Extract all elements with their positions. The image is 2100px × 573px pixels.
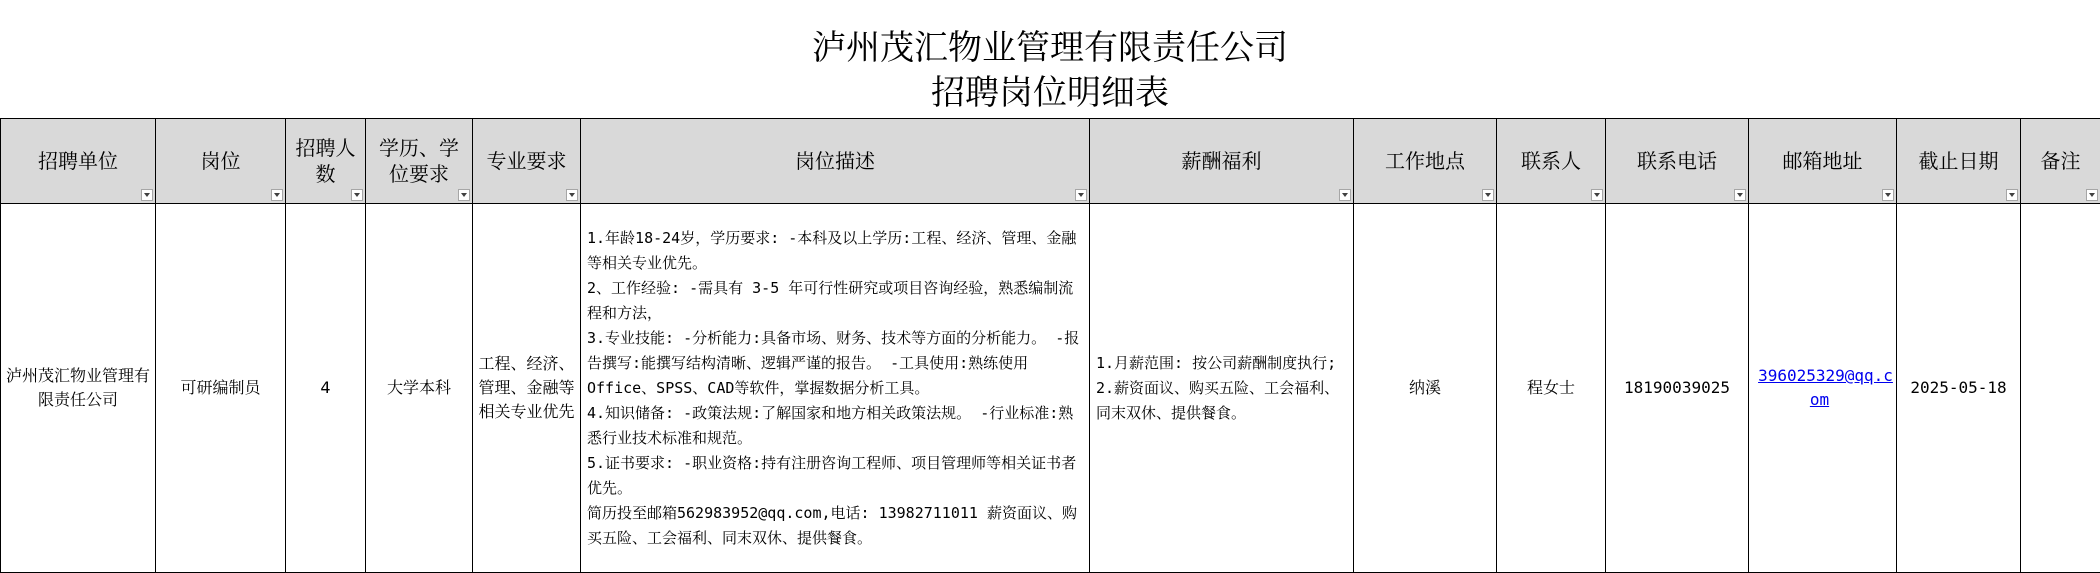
cell-description[interactable] [581, 204, 1090, 573]
column-header-email: 邮箱地址 [1749, 119, 1897, 204]
table-row [1, 204, 2100, 573]
description-line: 3.专业技能: -分析能力:具备市场、财务、技术等方面的分析能力。 -报告撰写:能撰写结构清晰、逻辑严谨的报告。 -工具使用:熟练使用 Office、SPSS、CAD等软件，掌握数据分析工具。 [587, 326, 1083, 401]
description-line: 5.证书要求: -职业资格:持有注册咨询工程师、项目管理师等相关证书者优先。 [587, 451, 1083, 501]
filter-dropdown-icon[interactable] [1882, 189, 1894, 201]
filter-dropdown-icon[interactable] [2086, 189, 2098, 201]
column-header-unit: 招聘单位 [1, 119, 156, 204]
column-header-phone: 联系电话 [1606, 119, 1749, 204]
cell-location[interactable]: 纳溪 [1354, 204, 1497, 573]
benefit-line: 1.月薪范围: 按公司薪酬制度执行; [1096, 351, 1347, 376]
column-header-major: 专业要求 [473, 119, 581, 204]
column-header-description: 岗位描述 [581, 119, 1090, 204]
column-header-location: 工作地点 [1354, 119, 1497, 204]
filter-dropdown-icon[interactable] [2006, 189, 2018, 201]
cell-deadline[interactable]: 2025-05-18 [1897, 204, 2021, 573]
cell-major[interactable]: 工程、经济、管理、金融等相关专业优先 [473, 204, 581, 573]
benefit-line: 2.薪资面议、购买五险、工会福利、同末双休、提供餐食。 [1096, 376, 1347, 426]
description-line: 2、工作经验: -需具有 3-5 年可行性研究或项目咨询经验，熟悉编制流程和方法， [587, 276, 1083, 326]
column-header-position: 岗位 [156, 119, 286, 204]
column-header-count: 招聘人数 [286, 119, 366, 204]
column-header-deadline: 截止日期 [1897, 119, 2021, 204]
cell-phone[interactable]: 18190039025 [1606, 204, 1749, 573]
column-header-remark: 备注 [2021, 119, 2100, 204]
filter-dropdown-icon[interactable] [1591, 189, 1603, 201]
cell-email[interactable] [1749, 204, 1897, 573]
email-link[interactable]: 396025329@qq.com [1752, 366, 1893, 409]
column-header-contact: 联系人 [1497, 119, 1606, 204]
filter-dropdown-icon[interactable] [566, 189, 578, 201]
recruitment-table [0, 118, 2100, 573]
page-title: 泸州茂汇物业管理有限责任公司 [0, 28, 2100, 68]
description-line: 4.知识储备: -政策法规:了解国家和地方相关政策法规。 -行业标准:熟悉行业技术标准和规范。 [587, 401, 1083, 451]
description-line: 简历投至邮箱562983952@qq.com,电话: 13982711011 薪资面议、购买五险、工会福利、同末双休、提供餐食。 [587, 501, 1083, 551]
filter-dropdown-icon[interactable] [1482, 189, 1494, 201]
filter-dropdown-icon[interactable] [351, 189, 363, 201]
column-header-benefits: 薪酬福利 [1090, 119, 1354, 204]
cell-benefits[interactable] [1090, 204, 1354, 573]
header-row [1, 119, 2100, 204]
filter-dropdown-icon[interactable] [141, 189, 153, 201]
filter-dropdown-icon[interactable] [1339, 189, 1351, 201]
cell-position[interactable]: 可研编制员 [156, 204, 286, 573]
page-subtitle: 招聘岗位明细表 [0, 73, 2100, 113]
filter-dropdown-icon[interactable] [271, 189, 283, 201]
cell-contact[interactable]: 程女士 [1497, 204, 1606, 573]
filter-dropdown-icon[interactable] [1075, 189, 1087, 201]
description-line: 1.年龄18-24岁，学历要求: -本科及以上学历:工程、经济、管理、金融等相关专业优先。 [587, 226, 1083, 276]
cell-unit[interactable]: 泸州茂汇物业管理有限责任公司 [1, 204, 156, 573]
cell-remark[interactable] [2021, 204, 2100, 573]
filter-dropdown-icon[interactable] [1734, 189, 1746, 201]
cell-count[interactable]: 4 [286, 204, 366, 573]
filter-dropdown-icon[interactable] [458, 189, 470, 201]
cell-education[interactable]: 大学本科 [366, 204, 473, 573]
column-header-education: 学历、学位要求 [366, 119, 473, 204]
